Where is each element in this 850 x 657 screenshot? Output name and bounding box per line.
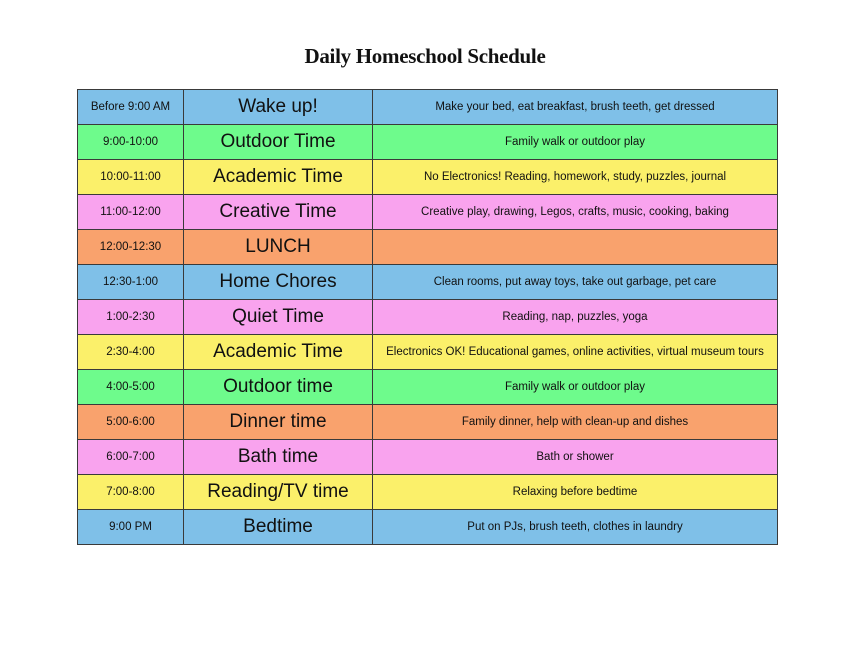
schedule-row (78, 405, 778, 440)
time-cell: 10:00-11:00 (78, 160, 184, 195)
activity-cell: Bath time (184, 440, 373, 475)
details-cell: Family walk or outdoor play (373, 125, 778, 160)
activity-cell: Bedtime (184, 510, 373, 545)
schedule-row (78, 300, 778, 335)
details-cell: Electronics OK! Educational games, online activities, virtual museum tours (373, 335, 778, 370)
activity-cell: Outdoor Time (184, 125, 373, 160)
schedule-row (78, 195, 778, 230)
schedule-row (78, 370, 778, 405)
details-cell: Put on PJs, brush teeth, clothes in laundry (373, 510, 778, 545)
time-cell: 7:00-8:00 (78, 475, 184, 510)
details-cell: Creative play, drawing, Legos, crafts, music, cooking, baking (373, 195, 778, 230)
schedule-row (78, 475, 778, 510)
details-cell: No Electronics! Reading, homework, study, puzzles, journal (373, 160, 778, 195)
time-cell: 9:00-10:00 (78, 125, 184, 160)
schedule-row (78, 265, 778, 300)
activity-cell: Creative Time (184, 195, 373, 230)
details-cell: Family dinner, help with clean-up and dishes (373, 405, 778, 440)
schedule-row (78, 90, 778, 125)
time-cell: 6:00-7:00 (78, 440, 184, 475)
schedule-row (78, 440, 778, 475)
activity-cell: Quiet Time (184, 300, 373, 335)
activity-cell: Academic Time (184, 160, 373, 195)
details-cell: Relaxing before bedtime (373, 475, 778, 510)
details-cell: Clean rooms, put away toys, take out garbage, pet care (373, 265, 778, 300)
details-cell (373, 230, 778, 265)
details-cell: Make your bed, eat breakfast, brush teeth, get dressed (373, 90, 778, 125)
details-cell: Reading, nap, puzzles, yoga (373, 300, 778, 335)
schedule-row (78, 510, 778, 545)
activity-cell: Outdoor time (184, 370, 373, 405)
time-cell: 5:00-6:00 (78, 405, 184, 440)
details-cell: Bath or shower (373, 440, 778, 475)
time-cell: 11:00-12:00 (78, 195, 184, 230)
schedule-row (78, 230, 778, 265)
activity-cell: Dinner time (184, 405, 373, 440)
schedule-row (78, 125, 778, 160)
time-cell: 9:00 PM (78, 510, 184, 545)
schedule-row (78, 335, 778, 370)
activity-cell: Academic Time (184, 335, 373, 370)
schedule-row (78, 160, 778, 195)
time-cell: 4:00-5:00 (78, 370, 184, 405)
activity-cell: Home Chores (184, 265, 373, 300)
activity-cell: LUNCH (184, 230, 373, 265)
time-cell: 12:00-12:30 (78, 230, 184, 265)
page-title: Daily Homeschool Schedule (304, 44, 546, 68)
time-cell: 2:30-4:00 (78, 335, 184, 370)
time-cell: Before 9:00 AM (78, 90, 184, 125)
details-cell: Family walk or outdoor play (373, 370, 778, 405)
time-cell: 1:00-2:30 (78, 300, 184, 335)
activity-cell: Reading/TV time (184, 475, 373, 510)
schedule-table (77, 89, 778, 545)
activity-cell: Wake up! (184, 90, 373, 125)
time-cell: 12:30-1:00 (78, 265, 184, 300)
